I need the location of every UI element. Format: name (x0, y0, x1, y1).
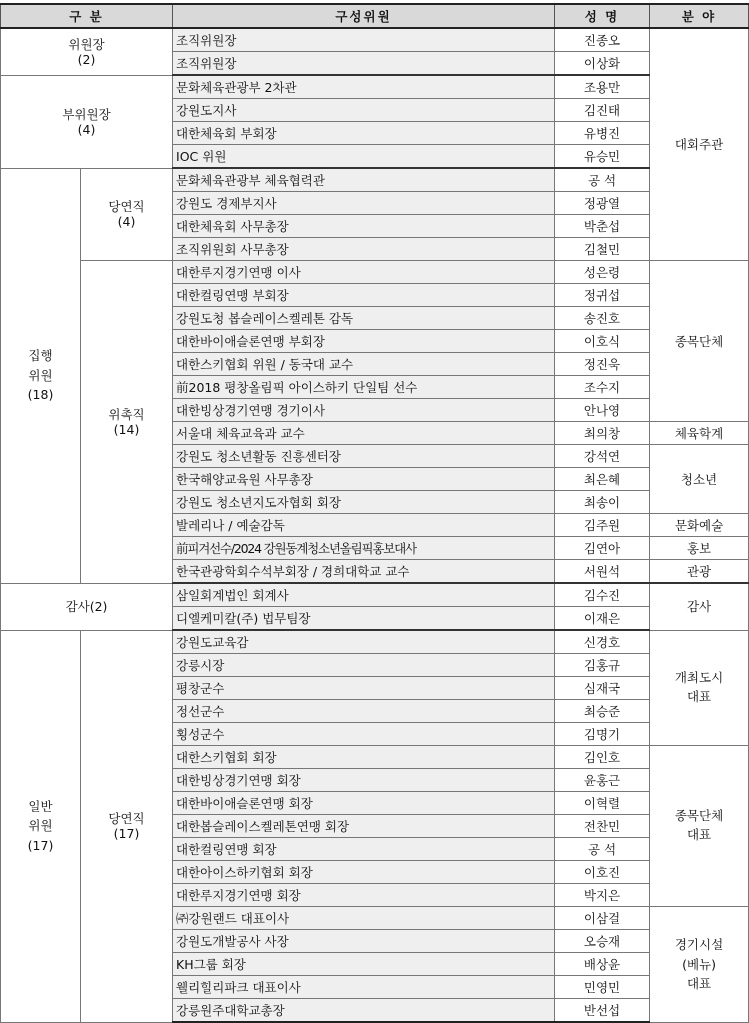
member-cell: 대한컬링연맹 회장 (173, 838, 555, 861)
name-cell: 송진호 (555, 307, 650, 330)
name-cell: 김인호 (555, 746, 650, 769)
table-row (1, 261, 749, 284)
field-pr: 홍보 (650, 537, 749, 560)
header-category: 구 분 (1, 4, 173, 28)
name-cell: 이호식 (555, 330, 650, 353)
name-cell: 공 석 (555, 838, 650, 861)
name-cell: 배상윤 (555, 953, 650, 976)
field-sports-rep: 종목단체 대표 (650, 746, 749, 907)
table-row (1, 630, 749, 654)
member-cell: 조직위원장 (173, 52, 555, 76)
member-cell: KH그룹 회장 (173, 953, 555, 976)
name-cell: 이재은 (555, 607, 650, 631)
table-row (1, 75, 749, 99)
name-cell: 유병진 (555, 122, 650, 145)
name-cell: 이상화 (555, 52, 650, 76)
name-cell: 반선섭 (555, 999, 650, 1023)
table-row (1, 583, 749, 607)
member-cell: 대한바이애슬론연맹 회장 (173, 792, 555, 815)
field-audit: 감사 (650, 583, 749, 630)
member-cell: 대한컬링연맹 부회장 (173, 284, 555, 307)
member-cell: 조직위원회 사무총장 (173, 238, 555, 261)
member-cell: 발레리나 / 예술감독 (173, 514, 555, 537)
category-audit: 감사(2) (1, 583, 173, 630)
member-cell: 강원도교육감 (173, 630, 555, 654)
name-cell: 정진욱 (555, 353, 650, 376)
table-row (1, 28, 749, 52)
name-cell: 공 석 (555, 168, 650, 192)
field-host: 대회주관 (650, 28, 749, 261)
name-cell: 최승준 (555, 700, 650, 723)
name-cell: 이삼걸 (555, 907, 650, 930)
member-cell: 한국해양교육원 사무총장 (173, 468, 555, 491)
name-cell: 서원석 (555, 560, 650, 584)
name-cell: 안나영 (555, 399, 650, 422)
member-cell: 강원도 청소년지도자협회 회장 (173, 491, 555, 514)
name-cell: 오승재 (555, 930, 650, 953)
field-academic: 체육학계 (650, 422, 749, 445)
name-cell: 성은령 (555, 261, 650, 284)
name-cell: 신경호 (555, 630, 650, 654)
member-cell: 디엘케미칼(주) 법무팀장 (173, 607, 555, 631)
name-cell: 민영민 (555, 976, 650, 999)
member-cell: 서울대 체육교육과 교수 (173, 422, 555, 445)
member-cell: 문화체육관광부 2차관 (173, 75, 555, 99)
header-field: 분 야 (650, 4, 749, 28)
member-cell: IOC 위원 (173, 145, 555, 169)
table-row (1, 168, 749, 192)
member-cell: 대한체육회 사무총장 (173, 215, 555, 238)
name-cell: 이혁렬 (555, 792, 650, 815)
name-cell: 김진태 (555, 99, 650, 122)
name-cell: 최은혜 (555, 468, 650, 491)
member-cell: 대한체육회 부회장 (173, 122, 555, 145)
field-venue: 경기시설 (베뉴) 대표 (650, 907, 749, 1023)
member-cell: ㈜강원랜드 대표이사 (173, 907, 555, 930)
subcategory-exec-appointed: 위촉직 (14) (81, 261, 173, 584)
member-cell: 대한빙상경기연맹 회장 (173, 769, 555, 792)
committee-table (0, 3, 749, 1023)
subcategory-exec-ex-officio: 당연직 (4) (81, 168, 173, 261)
member-cell: 前2018 평창올림픽 아이스하키 단일팀 선수 (173, 376, 555, 399)
category-vice: 부위원장 (4) (1, 75, 173, 168)
field-tourism: 관광 (650, 560, 749, 584)
name-cell: 최의창 (555, 422, 650, 445)
member-cell: 대한빙상경기연맹 경기이사 (173, 399, 555, 422)
member-cell: 강릉시장 (173, 654, 555, 677)
category-general: 일반 위원 (17) (1, 630, 81, 1022)
member-cell: 평창군수 (173, 677, 555, 700)
name-cell: 진종오 (555, 28, 650, 52)
name-cell: 정광열 (555, 192, 650, 215)
member-cell: 대한봅슬레이스켈레톤연맹 회장 (173, 815, 555, 838)
header-name: 성 명 (555, 4, 650, 28)
member-cell: 대한아이스하키협회 회장 (173, 861, 555, 884)
name-cell: 김주원 (555, 514, 650, 537)
name-cell: 이호진 (555, 861, 650, 884)
member-cell: 삼일회계법인 회계사 (173, 583, 555, 607)
name-cell: 윤홍근 (555, 769, 650, 792)
category-exec: 집행 위원 (18) (1, 168, 81, 583)
member-cell: 조직위원장 (173, 28, 555, 52)
name-cell: 박춘섭 (555, 215, 650, 238)
subcategory-general-ex-officio: 당연직 (17) (81, 630, 173, 1022)
name-cell: 유승민 (555, 145, 650, 169)
header-row (1, 4, 749, 28)
member-cell: 강원도개발공사 사장 (173, 930, 555, 953)
member-cell: 대한스키협회 위원 / 동국대 교수 (173, 353, 555, 376)
member-cell: 횡성군수 (173, 723, 555, 746)
name-cell: 조수지 (555, 376, 650, 399)
name-cell: 김수진 (555, 583, 650, 607)
field-culture: 문화예술 (650, 514, 749, 537)
name-cell: 전찬민 (555, 815, 650, 838)
member-cell: 대한스키협회 회장 (173, 746, 555, 769)
member-cell: 대한바이애슬론연맹 부회장 (173, 330, 555, 353)
name-cell: 강석연 (555, 445, 650, 468)
member-cell: 강원도 청소년활동 진흥센터장 (173, 445, 555, 468)
name-cell: 김철민 (555, 238, 650, 261)
name-cell: 조용만 (555, 75, 650, 99)
field-youth: 청소년 (650, 445, 749, 514)
name-cell: 김연아 (555, 537, 650, 560)
member-cell: 대한루지경기연맹 회장 (173, 884, 555, 907)
member-cell: 강원도청 봅슬레이스켈레톤 감독 (173, 307, 555, 330)
member-cell: 강원도 경제부지사 (173, 192, 555, 215)
member-cell: 문화체육관광부 체육협력관 (173, 168, 555, 192)
header-member: 구성위원 (173, 4, 555, 28)
member-cell: 정선군수 (173, 700, 555, 723)
member-cell: 前피겨선수/2024 강원동계청소년올림픽홍보대사 (173, 537, 555, 560)
category-chairman: 위원장 (2) (1, 28, 173, 75)
member-cell: 강릉원주대학교총장 (173, 999, 555, 1023)
name-cell: 정귀섭 (555, 284, 650, 307)
member-cell: 강원도지사 (173, 99, 555, 122)
name-cell: 박지은 (555, 884, 650, 907)
name-cell: 김명기 (555, 723, 650, 746)
member-cell: 웰리힐리파크 대표이사 (173, 976, 555, 999)
name-cell: 최송이 (555, 491, 650, 514)
field-host-city: 개최도시 대표 (650, 630, 749, 746)
field-sports: 종목단체 (650, 261, 749, 422)
name-cell: 심재국 (555, 677, 650, 700)
name-cell: 김홍규 (555, 654, 650, 677)
member-cell: 대한루지경기연맹 이사 (173, 261, 555, 284)
member-cell: 한국관광학회수석부회장 / 경희대학교 교수 (173, 560, 555, 584)
